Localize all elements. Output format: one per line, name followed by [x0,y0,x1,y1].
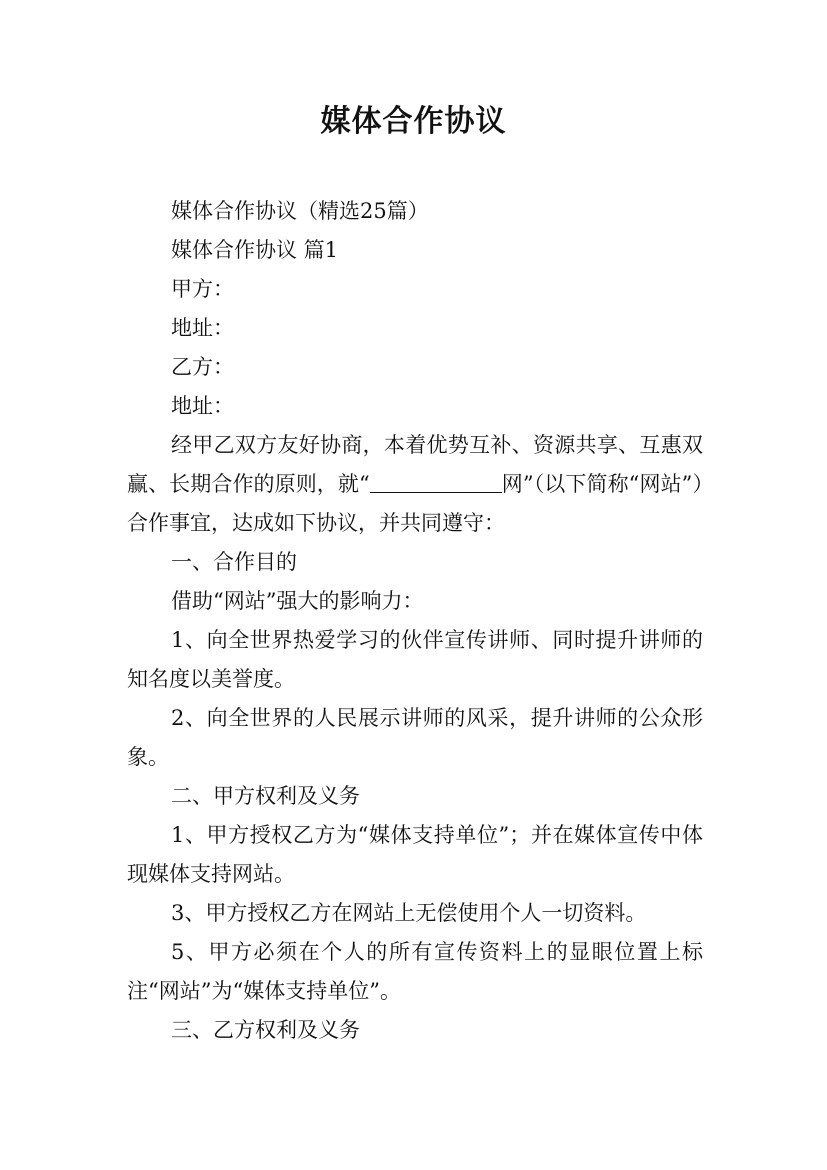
paragraph-address-b: 地址： [171,394,234,418]
blank-line [370,470,502,493]
paragraph-purpose: 借助“网站”强大的影响力： [171,589,424,613]
paragraph-address-a: 地址： [171,316,234,340]
preamble-text-end: 网”（以下简称“网站”）合作事宜，达成如下协议，并共同遵守： [127,472,703,535]
paragraph-party-b: 乙方： [171,355,234,379]
paragraph-heading-3: 三、乙方权利及义务 [171,1018,360,1042]
paragraph-party-a-5: 5、甲方必须在个人的所有宣传资料上的显眼位置上标注“网站”为“媒体支持单位”。 [127,940,703,1003]
paragraph-preamble [127,426,703,543]
preamble-text-start: 经甲乙双方友好协商，本着优势互补、资源共享、互惠双赢、长期合作的原则，就“ [127,433,703,496]
paragraph-purpose-2: 2、向全世界的人民展示讲师的风采，提升讲师的公众形象。 [127,706,703,769]
paragraph-party-a-1: 1、甲方授权乙方为“媒体支持单位”；并在媒体宣传中体现媒体支持网站。 [127,823,703,886]
paragraph-party-a: 甲方： [171,277,234,301]
paragraph-heading-1: 一、合作目的 [171,550,297,574]
paragraph-purpose-1: 1、向全世界热爱学习的伙伴宣传讲师、同时提升讲师的知名度以美誉度。 [127,628,703,691]
paragraph-subtitle: 媒体合作协议（精选25篇） [171,199,429,223]
document-title: 媒体合作协议 [320,104,507,139]
paragraph-party-a-3: 3、甲方授权乙方在网站上无偿使用个人一切资料。 [171,901,647,925]
paragraph-heading-2: 二、甲方权利及义务 [171,784,360,808]
paragraph-section-heading: 媒体合作协议 篇1 [171,238,339,262]
document-body [127,192,703,1050]
